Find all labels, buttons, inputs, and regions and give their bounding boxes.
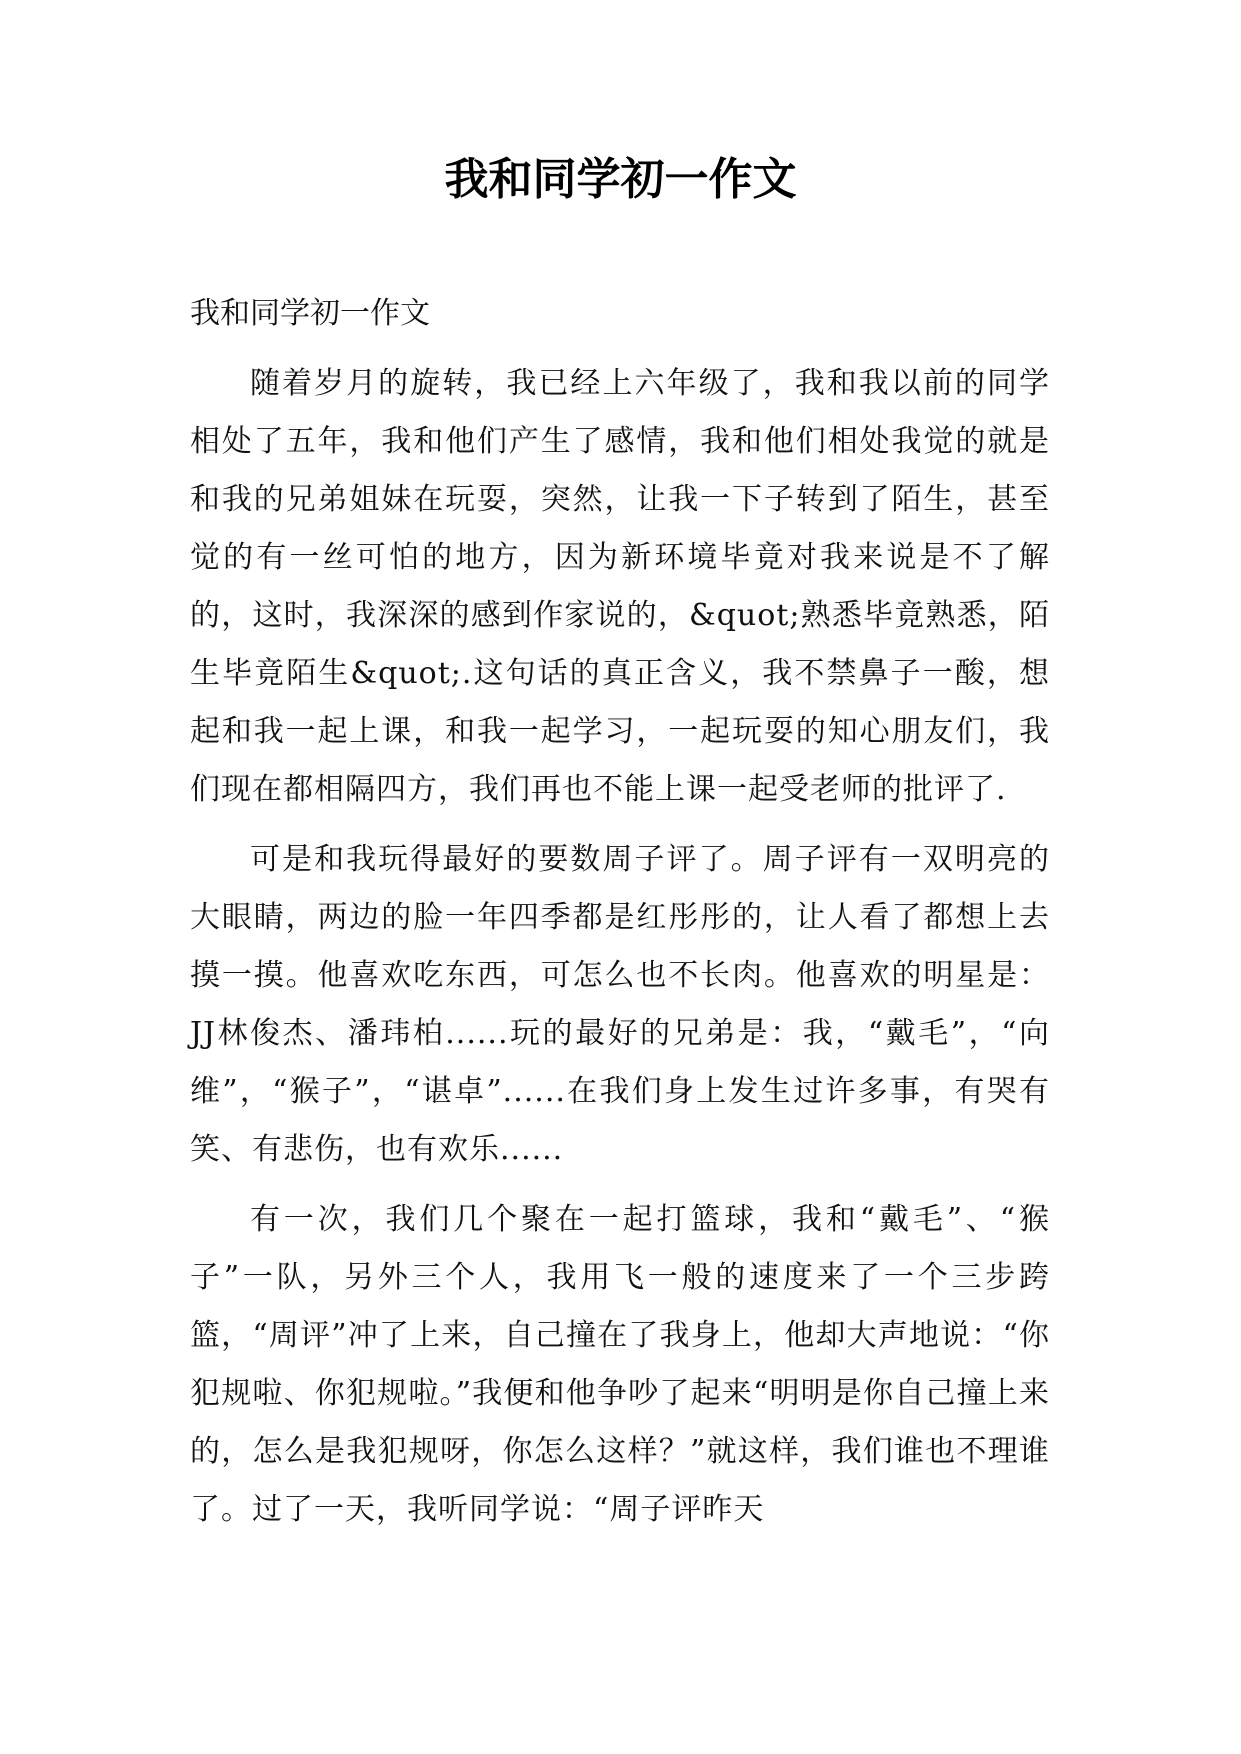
paragraph-2: 可是和我玩得最好的要数周子评了。周子评有一双明亮的大眼睛，两边的脸一年四季都是红彤彤的，让人看了都想上去摸一摸。他喜欢吃东西，可怎么也不长肉。他喜欢的明星是：JJ林俊杰、潘玮柏......玩的最好的兄弟是：我，“戴毛”，“向维”，“猴子”，“谌卓”......在我们身上发生过许多事，有哭有笑、有悲伤，也有欢乐...... — [190, 842, 1050, 1167]
document-subtitle: 我和同学初一作文 — [190, 296, 430, 331]
document-body — [190, 285, 1050, 1551]
document-title: 我和同学初一作文 — [444, 154, 797, 205]
paragraph-3: 有一次，我们几个聚在一起打篮球，我和“戴毛”、“猴子”一队，另外三个人，我用飞一般的速度来了一个三步跨篮，“周评”冲了上来，自己撞在了我身上，他却大声地说：“你犯规啦、你犯规啦。”我便和他争吵了起来“明明是你自己撞上来的，怎么是我犯规呀，你怎么这样？”就这样，我们谁也不理谁了。过了一天，我听同学说：“周子评昨天 — [190, 1202, 1050, 1527]
paragraph-1: 随着岁月的旋转，我已经上六年级了，我和我以前的同学相处了五年，我和他们产生了感情，我和他们相处我觉的就是和我的兄弟姐妹在玩耍，突然，让我一下子转到了陌生，甚至觉的有一丝可怕的地方，因为新环境毕竟对我来说是不了解的，这时，我深深的感到作家说的，&quot;熟悉毕竟熟悉，陌生毕竟陌生&quot;.这句话的真正含义，我不禁鼻子一酸，想起和我一起上课，和我一起学习，一起玩耍的知心朋友们，我们现在都相隔四方，我们再也不能上课一起受老师的批评了. — [190, 366, 1050, 807]
